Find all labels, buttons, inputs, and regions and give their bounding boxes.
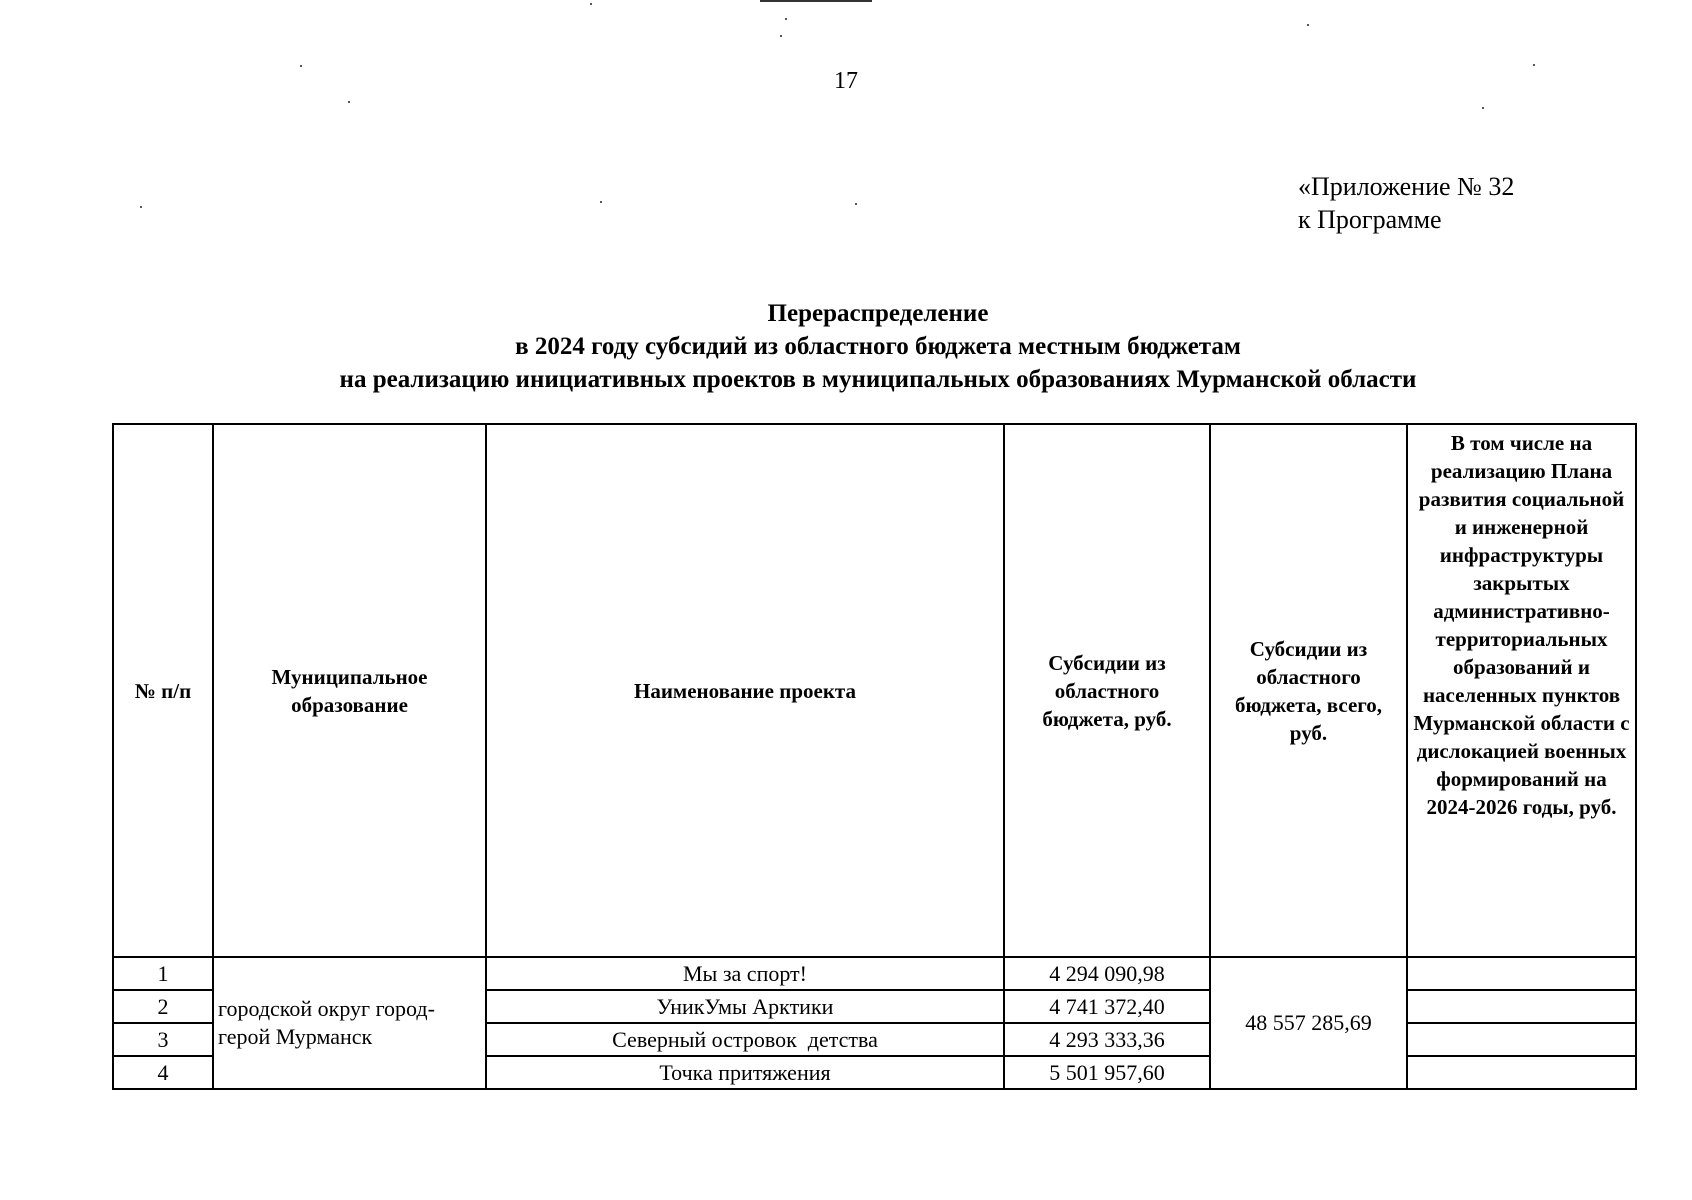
appendix-reference bbox=[1298, 170, 1514, 236]
subsidy-amount: 4 294 090,98 bbox=[1004, 957, 1210, 990]
subsidies-table bbox=[112, 423, 1637, 1090]
scan-speck bbox=[1307, 24, 1309, 26]
scan-speck bbox=[300, 65, 302, 67]
municipality-cell: городской округ город-герой Мурманск bbox=[213, 957, 486, 1089]
including-amount bbox=[1407, 990, 1636, 1023]
header-project: Наименование проекта bbox=[486, 424, 1004, 957]
scan-artifact-line bbox=[760, 0, 872, 2]
including-amount bbox=[1407, 1056, 1636, 1089]
subsidy-amount: 5 501 957,60 bbox=[1004, 1056, 1210, 1089]
scan-speck bbox=[348, 101, 350, 103]
title-line-2: в 2024 году субсидий из областного бюджета местным бюджетам bbox=[515, 333, 1241, 360]
header-number: № п/п bbox=[113, 424, 213, 957]
subsidy-total-cell: 48 557 285,69 bbox=[1210, 957, 1407, 1089]
project-name: Мы за спорт! bbox=[486, 957, 1004, 990]
appendix-line-2: к Программе bbox=[1298, 205, 1442, 234]
page-number: 17 bbox=[834, 68, 858, 94]
document-title bbox=[0, 297, 1692, 396]
scan-speck bbox=[1482, 107, 1484, 109]
project-name: Северный островок детства bbox=[486, 1023, 1004, 1056]
header-subsidy: Субсидии из областного бюджета, руб. bbox=[1004, 424, 1210, 957]
row-number: 2 bbox=[113, 990, 213, 1023]
scan-speck bbox=[780, 35, 782, 37]
scan-speck bbox=[1533, 64, 1535, 66]
scan-speck bbox=[590, 3, 592, 5]
subsidy-amount: 4 741 372,40 bbox=[1004, 990, 1210, 1023]
title-line-3: на реализацию инициативных проектов в муниципальных образованиях Мурманской области bbox=[339, 366, 1417, 393]
row-number: 1 bbox=[113, 957, 213, 990]
table-header-row bbox=[113, 424, 1636, 957]
including-amount bbox=[1407, 1023, 1636, 1056]
row-number: 4 bbox=[113, 1056, 213, 1089]
project-name: Точка притяжения bbox=[486, 1056, 1004, 1089]
scan-speck bbox=[855, 203, 857, 205]
table-row bbox=[113, 957, 1636, 990]
scan-speck bbox=[140, 206, 142, 208]
scan-speck bbox=[785, 18, 787, 20]
scan-speck bbox=[600, 201, 602, 203]
row-number: 3 bbox=[113, 1023, 213, 1056]
header-subsidy-total: Субсидии из областного бюджета, всего, руб. bbox=[1210, 424, 1407, 957]
subsidy-amount: 4 293 333,36 bbox=[1004, 1023, 1210, 1056]
appendix-line-1: «Приложение № 32 bbox=[1298, 172, 1515, 201]
project-name: УникУмы Арктики bbox=[486, 990, 1004, 1023]
header-municipality: Муниципальное образование bbox=[213, 424, 486, 957]
title-line-1: Перераспределение bbox=[767, 300, 989, 327]
including-amount bbox=[1407, 957, 1636, 990]
header-including: В том числе на реализацию Плана развития социальной и инженерной инфраструктуры закрытых административно-территориальных образований и населенных пунктов Мурманской области с дислокацией военных формирований на 2024-2026 годы, руб. bbox=[1407, 424, 1636, 957]
